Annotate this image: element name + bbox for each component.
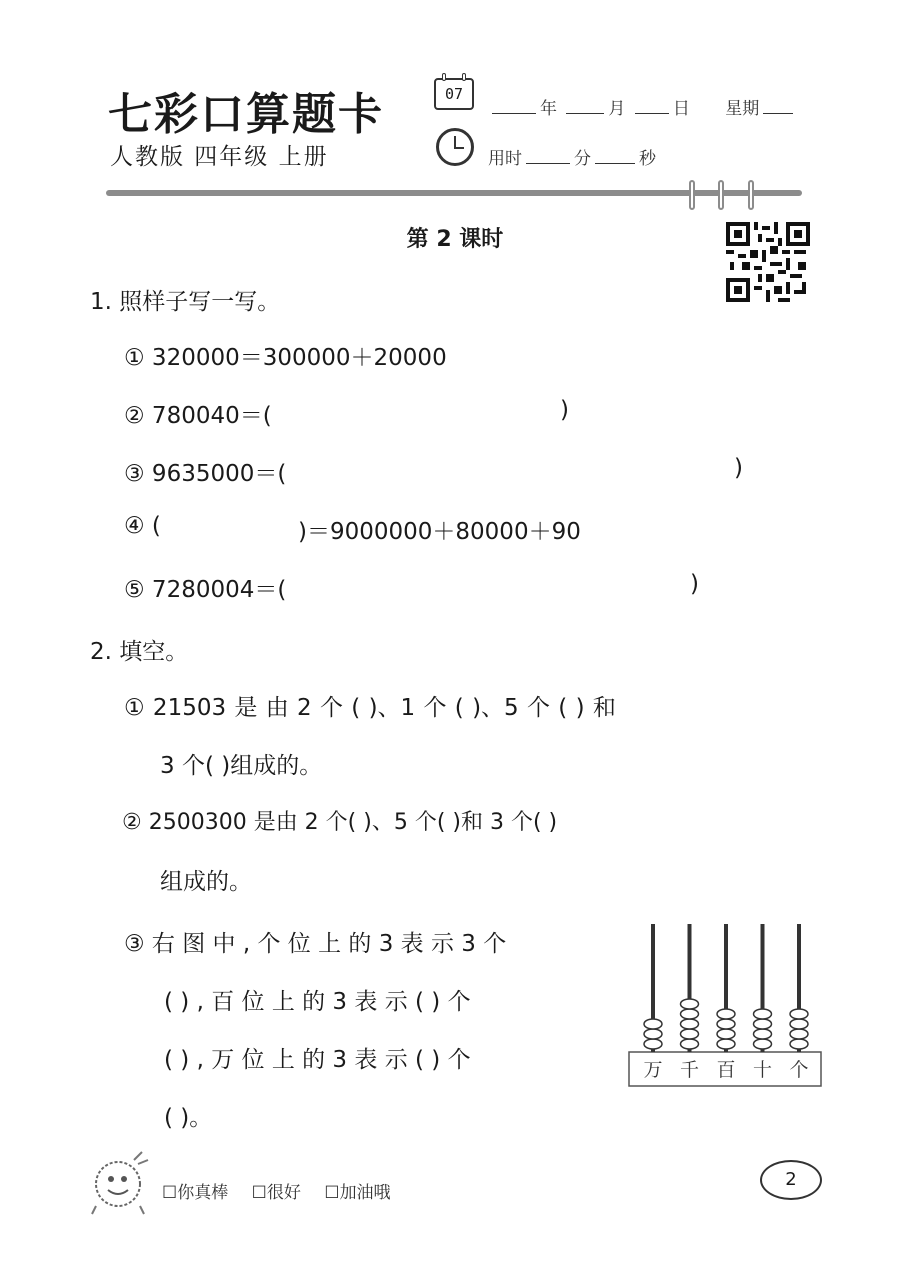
week-label: 星期	[725, 99, 760, 119]
abacus-bead	[754, 1009, 772, 1019]
mascot-icon	[84, 1146, 156, 1218]
date-fill-line	[488, 94, 797, 119]
binder-ring-icon	[718, 180, 724, 210]
rating-excellent[interactable]: ☐你真棒	[162, 1183, 229, 1203]
abacus-bead	[717, 1039, 735, 1049]
lesson-title: 第 2 课时	[406, 227, 504, 252]
q2-item-3-line-3: ( ) , 万 位 上 的 3 表 示 ( ) 个	[164, 1047, 471, 1073]
binder-ring-icon	[748, 180, 754, 210]
abacus-bead	[681, 1039, 699, 1049]
qr-code-icon[interactable]	[726, 222, 810, 302]
abacus-label-3: 十	[752, 1059, 773, 1081]
binder-ring-icon	[689, 180, 695, 210]
abacus-label-1: 千	[679, 1059, 700, 1081]
abacus-bead	[681, 999, 699, 1009]
abacus-diagram	[628, 920, 822, 1088]
rating-keep-trying[interactable]: ☐加油哦	[324, 1183, 391, 1203]
abacus-bead	[717, 1029, 735, 1039]
calendar-icon	[434, 78, 474, 110]
clock-icon	[436, 128, 474, 166]
abacus-bead	[644, 1029, 662, 1039]
q2-item-1-line-1: ① 21503 是 由 2 个 ( )、1 个 ( )、5 个 ( ) 和	[124, 695, 616, 721]
q2-item-3-line-1: ③ 右 图 中 , 个 位 上 的 3 表 示 3 个	[124, 931, 507, 957]
abacus-label-0: 万	[643, 1059, 663, 1081]
abacus-label-4: 个	[789, 1059, 809, 1081]
answer-paren-close: )	[734, 455, 743, 481]
q1-item-5: ⑤ 7280004＝(	[124, 577, 287, 603]
abacus-bead	[681, 1019, 699, 1029]
question-1-title: 1. 照样子写一写。	[90, 289, 281, 315]
minute-label: 分	[574, 149, 591, 169]
answer-blank[interactable]	[300, 398, 550, 428]
rating-options	[162, 1178, 409, 1203]
abacus-bead	[790, 1039, 808, 1049]
year-label: 年	[540, 99, 557, 119]
abacus-bead	[754, 1019, 772, 1029]
calendar-day: 07	[444, 85, 464, 103]
edition-label: 人教版 四年级 上册	[110, 144, 329, 170]
abacus-bead	[754, 1029, 772, 1039]
q1-item-1: ① 320000＝300000＋20000	[124, 345, 447, 371]
q2-item-3-line-2: ( ) , 百 位 上 的 3 表 示 ( ) 个	[164, 989, 471, 1015]
q2-item-2-line-2: 组成的。	[160, 869, 252, 895]
abacus-bead	[644, 1019, 662, 1029]
day-label: 日	[672, 99, 690, 119]
time-fill-line	[488, 144, 656, 169]
abacus-bead	[681, 1009, 699, 1019]
abacus-bead	[644, 1039, 662, 1049]
abacus-bead	[754, 1039, 772, 1049]
rating-good[interactable]: ☐很好	[251, 1183, 301, 1203]
abacus-bead	[790, 1019, 808, 1029]
answer-paren-close: )	[690, 571, 699, 597]
abacus-bead	[717, 1019, 735, 1029]
abacus-bead	[717, 1009, 735, 1019]
q1-item-4-tail: )＝9000000＋80000＋90	[298, 519, 581, 545]
q1-item-2: ② 780040＝(	[124, 403, 272, 429]
q2-item-2-line-1: ② 2500300 是由 2 个( )、5 个( )和 3 个( )	[122, 810, 558, 835]
answer-blank[interactable]	[310, 456, 725, 486]
answer-paren-close: )	[560, 397, 569, 423]
q1-item-4: ④ (	[124, 513, 161, 539]
q2-item-3-line-4: ( )。	[164, 1105, 213, 1131]
time-label: 用时	[488, 149, 522, 169]
second-label: 秒	[639, 149, 656, 169]
abacus-bead	[790, 1009, 808, 1019]
page-number: 2	[760, 1160, 822, 1200]
abacus-bead	[681, 1029, 699, 1039]
q1-item-3: ③ 9635000＝(	[124, 461, 287, 487]
q2-item-1-line-2: 3 个( )组成的。	[160, 753, 323, 779]
header-divider	[106, 190, 802, 196]
answer-blank[interactable]	[310, 572, 680, 602]
question-2-title: 2. 填空。	[90, 639, 189, 665]
abacus-bead	[790, 1029, 808, 1039]
abacus-label-2: 百	[716, 1059, 736, 1081]
month-label: 月	[608, 99, 626, 119]
brand-title: 七彩口算题卡	[108, 89, 384, 140]
answer-blank[interactable]	[180, 514, 290, 544]
